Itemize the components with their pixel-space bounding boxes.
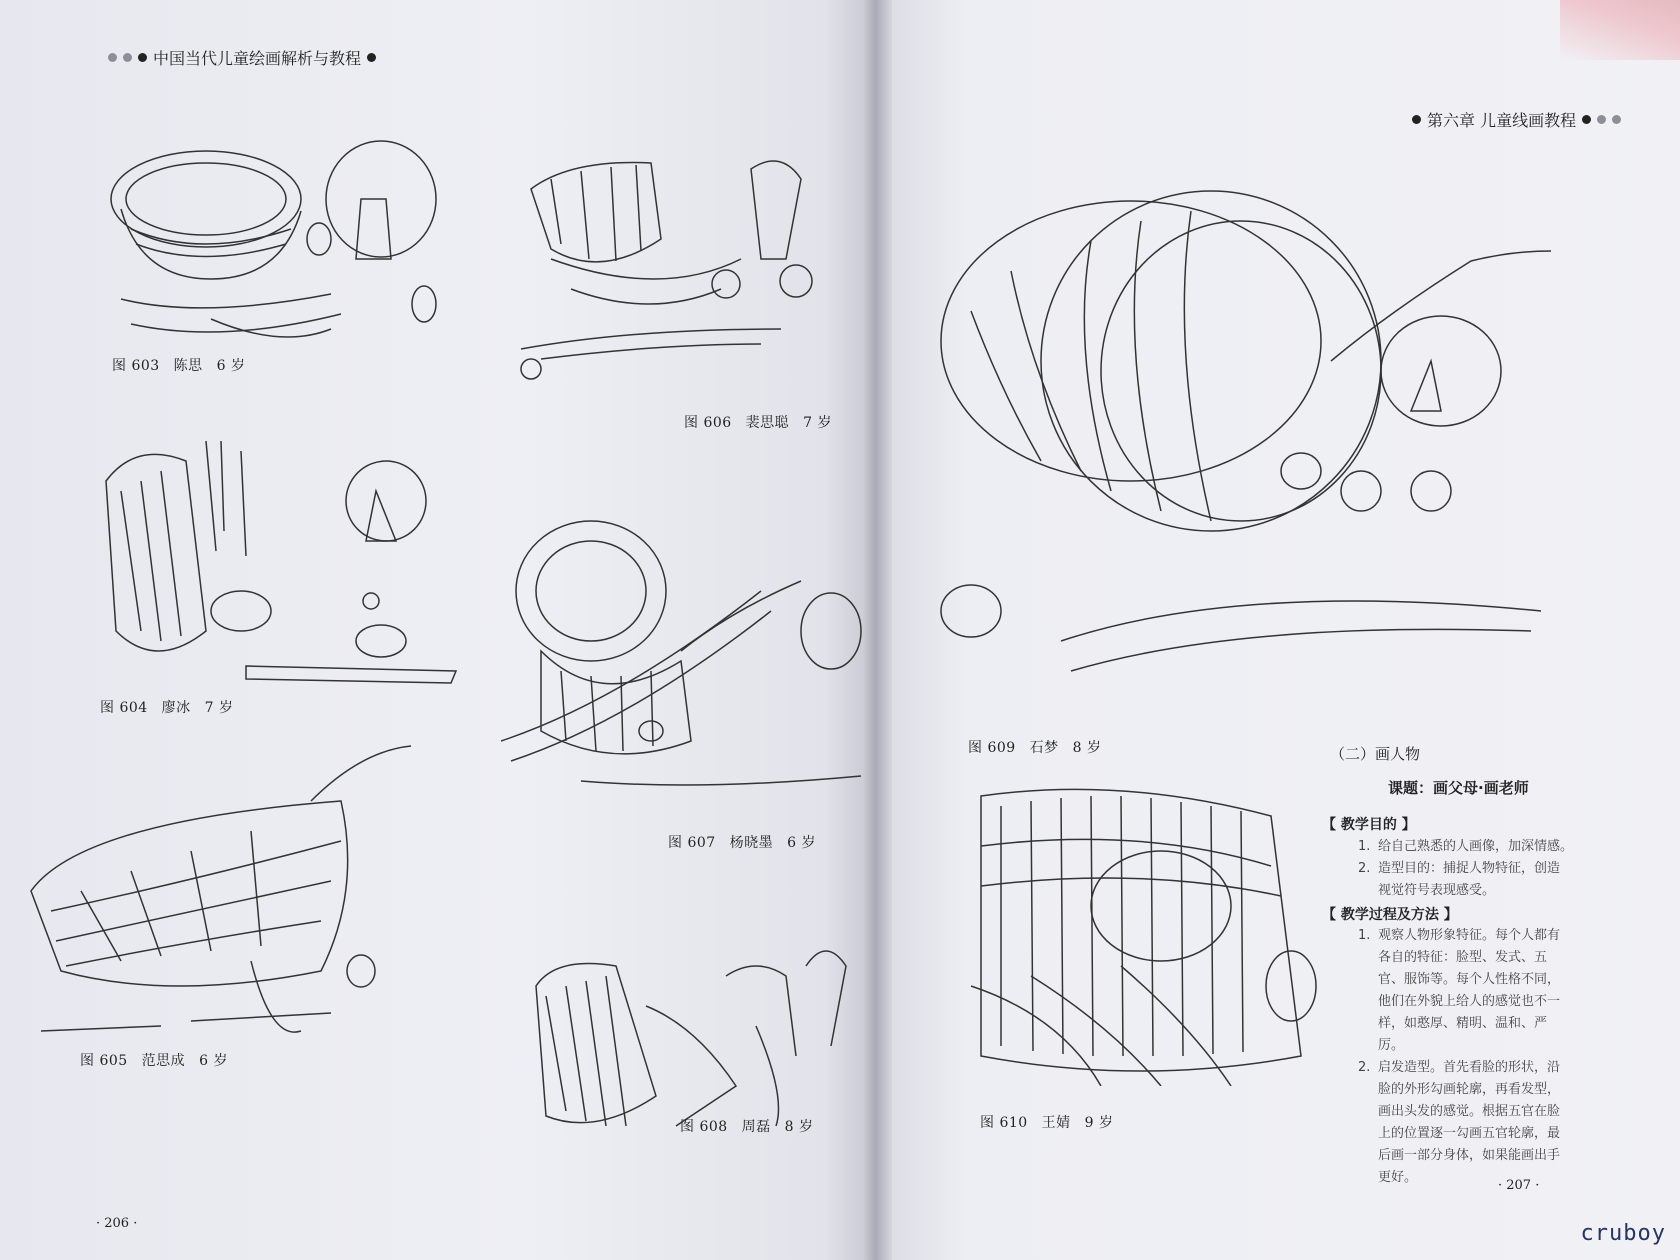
header-dot-icon [138,53,147,62]
goal-number: 2. [1358,861,1371,876]
figure-artist: 范思成 [141,1053,186,1069]
figure-id: 图 607 [668,835,716,851]
process-number: 2. [1358,1060,1371,1075]
figure-609-drawing [910,150,1592,712]
process-text: 观察人物形象特征。每个人都有各自的特征：脸型、发式、五官、服饰等。每个人性格不同，他们在外貌上给人的感觉也不一样，如憨厚、精明、温和、严厉。 [1378,928,1561,1053]
figure-608-caption [680,1116,828,1136]
right-running-header [1412,108,1621,131]
header-dot-icon [1582,115,1591,124]
left-header-title: 中国当代儿童绘画解析与教程 [153,49,362,68]
background-corner [1560,0,1680,60]
figure-610-caption [980,1112,1128,1132]
watermark-text: cruboy [1580,1221,1666,1246]
left-page-number: · 206 · [96,1216,138,1231]
figure-artist: 廖冰 [161,700,191,716]
figure-606-drawing [510,148,832,390]
lesson-title: 课题：画父母·画老师 [1388,779,1529,797]
goal-text: 给自己熟悉的人画像，加深情感。 [1378,839,1574,854]
goal-item [1358,858,1563,902]
figure-age: 7 岁 [803,415,833,431]
figure-artist: 王婧 [1041,1115,1071,1131]
figure-id: 图 608 [680,1119,728,1135]
figure-age: 8 岁 [1072,740,1102,756]
header-dot-icon [1597,115,1606,124]
figure-id: 图 609 [968,740,1016,756]
right-header-title: 第六章 儿童线画教程 [1427,111,1577,130]
figure-610-drawing [940,785,1322,1087]
figure-age: 7 岁 [204,700,234,716]
goal-text: 造型目的：捕捉人物特征，创造视觉符号表现感受。 [1378,861,1561,898]
process-item [1358,925,1566,1057]
figure-artist: 石梦 [1029,740,1059,756]
figure-age: 6 岁 [216,358,246,374]
figure-608-drawing [525,935,887,1137]
figure-id: 图 603 [112,358,160,374]
goal-item [1358,836,1678,858]
figure-artist: 裴思聪 [745,415,790,431]
figure-id: 图 604 [100,700,148,716]
figure-605-drawing [20,740,422,1042]
goals-heading: 【 教学目的 】 [1322,817,1416,833]
right-page-number: · 207 · [1498,1178,1540,1193]
figure-605-caption [80,1050,242,1070]
left-running-header [108,46,376,69]
figure-artist: 周磊 [741,1119,771,1135]
figure-607-drawing [500,510,872,812]
process-item [1358,1057,1566,1189]
figure-age: 6 岁 [787,835,817,851]
header-dot-icon [1412,115,1421,124]
figure-609-caption [968,737,1116,757]
process-text: 启发造型。首先看脸的形状，沿脸的外形勾画轮廓，再看发型，画出头发的感觉。根据五官在脸上的位置逐一勾画五官轮廓，最后画一部分身体，如果能画出手更好。 [1378,1060,1561,1185]
process-number: 1. [1358,928,1371,943]
figure-id: 图 610 [980,1115,1028,1131]
figure-artist: 陈思 [173,358,203,374]
process-heading: 【 教学过程及方法 】 [1322,907,1458,923]
figure-id: 图 605 [80,1053,128,1069]
header-dot-icon [108,53,117,62]
figure-603-drawing [100,128,452,354]
header-dot-icon [1612,115,1621,124]
goal-number: 1. [1358,839,1371,854]
figure-604-drawing [95,430,467,694]
figure-age: 8 岁 [784,1119,814,1135]
figure-age: 6 岁 [199,1053,229,1069]
figure-607-caption [668,832,830,852]
figure-603-caption [112,355,260,375]
figure-artist: 杨晓墨 [729,835,774,851]
figure-age: 9 岁 [1084,1115,1114,1131]
section-title: （二）画人物 [1330,745,1421,763]
header-dot-icon [367,53,376,62]
figure-606-caption [684,412,846,432]
figure-604-caption [100,697,248,717]
figure-id: 图 606 [684,415,732,431]
header-dot-icon [123,53,132,62]
